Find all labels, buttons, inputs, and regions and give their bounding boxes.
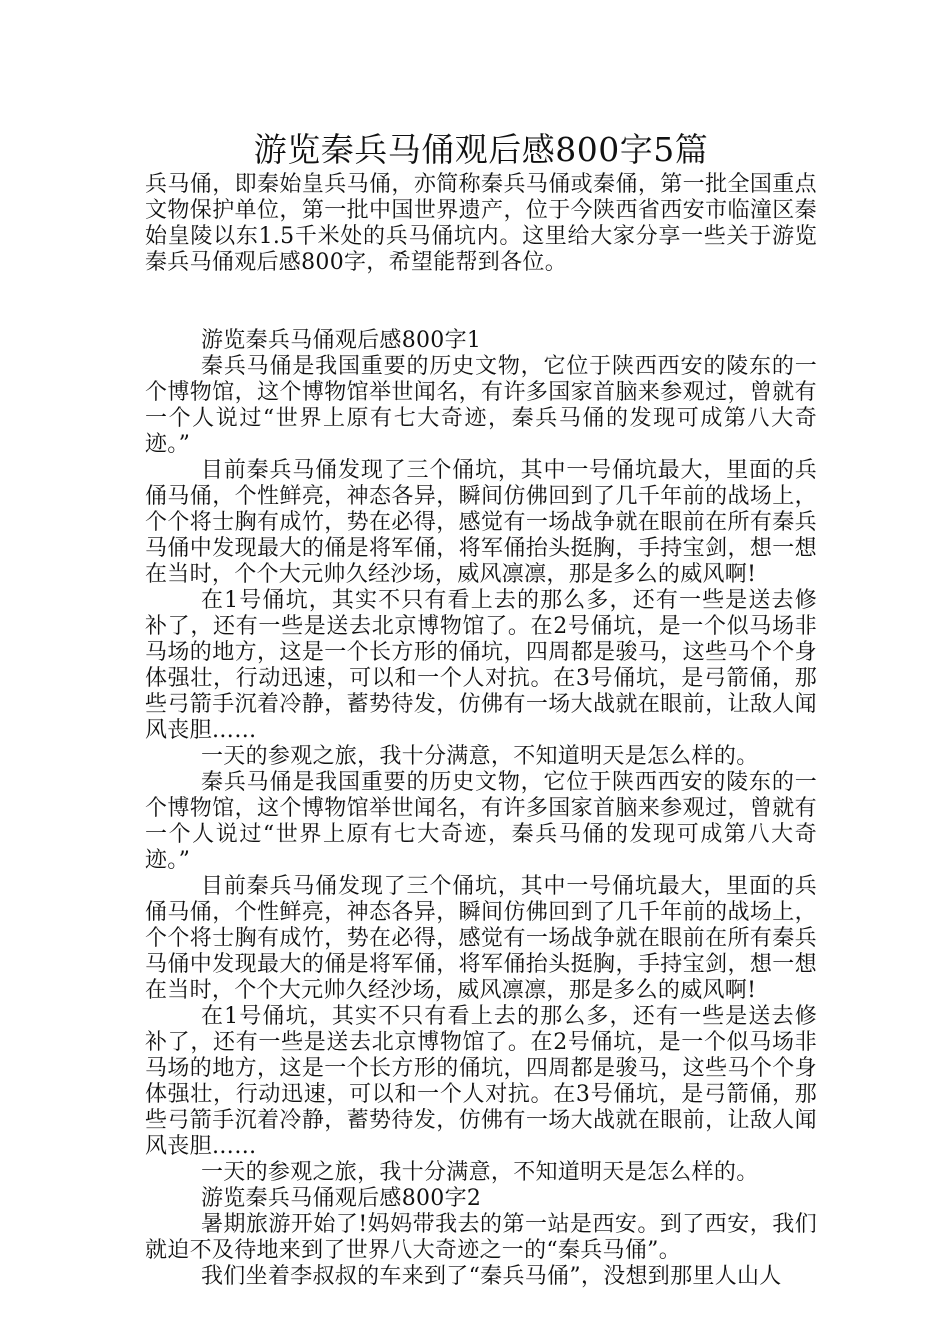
- paragraph: 目前秦兵马俑发现了三个俑坑，其中一号俑坑最大，里面的兵俑马俑，个性鲜亮，神态各异，瞬间仿佛回到了几千年前的战场上，个个将士胸有成竹，势在必得，感觉有一场战争就在眼前在所有秦兵马俑中发现最大的俑是将军俑，将军俑抬头挺胸，手持宝剑，想一想在当时，个个大元帅久经沙场，威风凛凛，那是多么的威风啊!: [145, 458, 817, 587]
- paragraph: 目前秦兵马俑发现了三个俑坑，其中一号俑坑最大，里面的兵俑马俑，个性鲜亮，神态各异，瞬间仿佛回到了几千年前的战场上，个个将士胸有成竹，势在必得，感觉有一场战争就在眼前在所有秦兵马俑中发现最大的俑是将军俑，将军俑抬头挺胸，手持宝剑，想一想在当时，个个大元帅久经沙场，威风凛凛，那是多么的威风啊!: [145, 874, 817, 1003]
- blank-line: [145, 276, 817, 328]
- paragraph: 一天的参观之旅，我十分满意，不知道明天是怎么样的。: [201, 744, 759, 769]
- section-heading-1: 游览秦兵马俑观后感800字1: [201, 328, 482, 353]
- section-heading-2: 游览秦兵马俑观后感800字2: [201, 1186, 482, 1211]
- paragraph: 在1号俑坑，其实不只有看上去的那么多，还有一些是送去修补了，还有一些是送去北京博物馆了。在2号俑坑，是一个似马场非马场的地方，这是一个长方形的俑坑，四周都是骏马，这些马个个身体强壮，行动迅速，可以和一个人对抗。在3号俑坑，是弓箭俑，那些弓箭手沉着冷静，蓄势待发，仿佛有一场大战就在眼前，让敌人闻风丧胆……: [145, 1004, 817, 1159]
- intro-paragraph: 兵马俑，即秦始皇兵马俑，亦简称秦兵马俑或秦俑，第一批全国重点文物保护单位，第一批中国世界遗产，位于今陕西省西安市临潼区秦始皇陵以东1.5千米处的兵马俑坑内。这里给大家分享一些关于游览秦兵马俑观后感800字，希望能帮到各位。: [145, 172, 817, 275]
- paragraph: 在1号俑坑，其实不只有看上去的那么多，还有一些是送去修补了，还有一些是送去北京博物馆了。在2号俑坑，是一个似马场非马场的地方，这是一个长方形的俑坑，四周都是骏马，这些马个个身体强壮，行动迅速，可以和一个人对抗。在3号俑坑，是弓箭俑，那些弓箭手沉着冷静，蓄势待发，仿佛有一场大战就在眼前，让敌人闻风丧胆……: [145, 588, 817, 743]
- document-text: [145, 172, 817, 1290]
- paragraph: 一天的参观之旅，我十分满意，不知道明天是怎么样的。: [201, 1160, 759, 1185]
- document-body: [145, 128, 817, 1290]
- paragraph: 秦兵马俑是我国重要的历史文物，它位于陕西西安的陵东的一个博物馆，这个博物馆举世闻名，有许多国家首脑来参观过，曾就有一个人说过“世界上原有七大奇迹，秦兵马俑的发现可成第八大奇迹。”: [145, 770, 817, 873]
- paragraph: 秦兵马俑是我国重要的历史文物，它位于陕西西安的陵东的一个博物馆，这个博物馆举世闻名，有许多国家首脑来参观过，曾就有一个人说过“世界上原有七大奇迹，秦兵马俑的发现可成第八大奇迹。”: [145, 354, 817, 457]
- document-title: 游览秦兵马俑观后感800字5篇: [253, 130, 709, 169]
- paragraph: 暑期旅游开始了!妈妈带我去的第一站是西安。到了西安，我们就迫不及待地来到了世界八大奇迹之一的“秦兵马俑”。: [145, 1212, 817, 1263]
- paragraph: 我们坐着李叔叔的车来到了“秦兵马俑”，没想到那里人山人: [201, 1264, 782, 1289]
